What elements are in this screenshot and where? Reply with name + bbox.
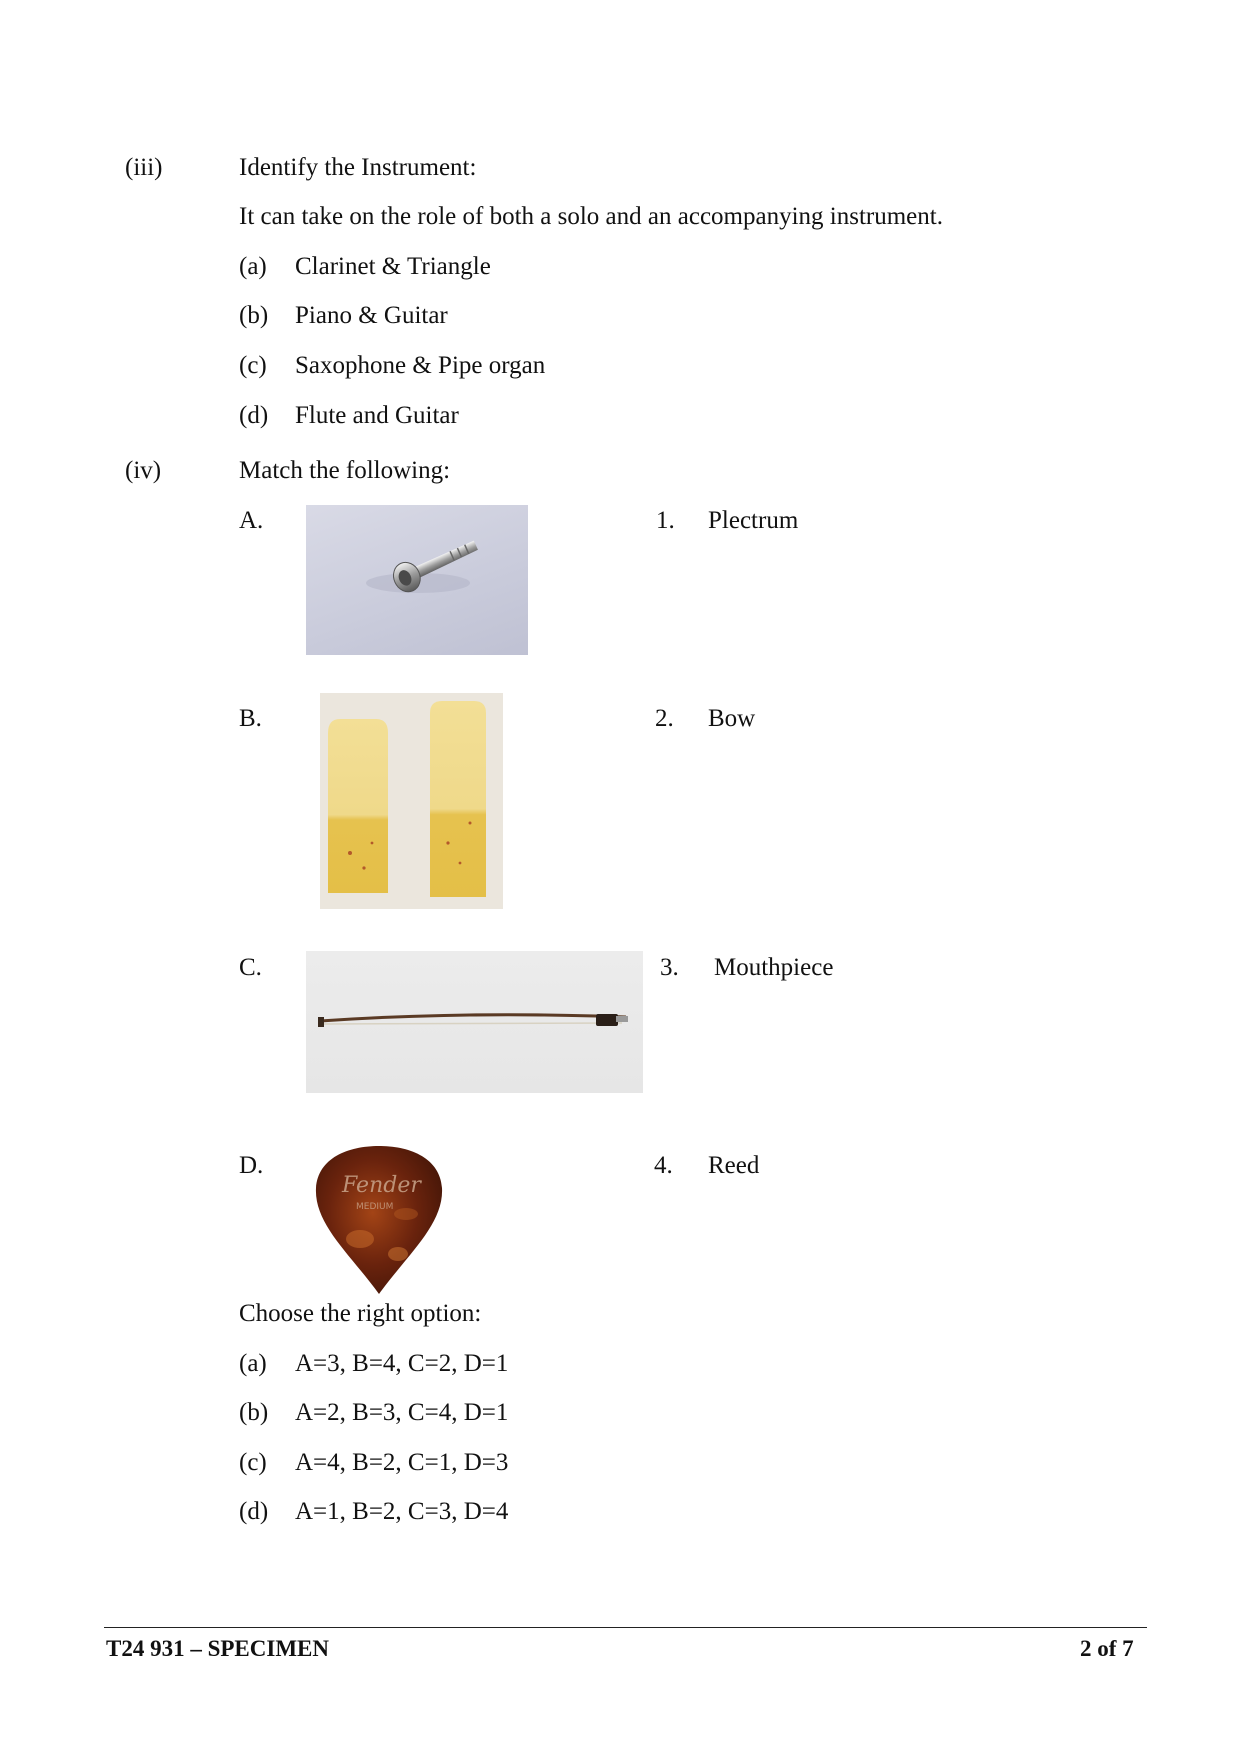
question-number-iii: (iii): [125, 154, 163, 181]
option-text-iv-d: A=1, B=2, C=3, D=4: [295, 1498, 509, 1525]
match-term-num-3: 3.: [660, 954, 679, 981]
match-term-4: Reed: [708, 1152, 760, 1179]
footer-page-number: 2 of 7: [1080, 1636, 1134, 1661]
bow-icon: [306, 951, 643, 1093]
reed-icon: [320, 693, 503, 909]
option-label-iv-a: (a): [239, 1350, 267, 1377]
option-text-iii-c: Saxophone & Pipe organ: [295, 352, 546, 379]
pick-logo-text: Fender: [342, 1173, 421, 1198]
option-label-iii-d: (d): [239, 402, 269, 429]
option-text-iii-d: Flute and Guitar: [295, 402, 459, 429]
footer-paper-code: T24 931 – SPECIMEN: [106, 1636, 329, 1661]
trumpet-mouthpiece-photo: [306, 505, 528, 655]
match-term-num-1: 1.: [656, 507, 675, 534]
option-label-iii-c: (c): [239, 352, 267, 379]
match-letter-b: B.: [239, 705, 262, 732]
option-label-iv-c: (c): [239, 1449, 267, 1476]
question-title-iv: Match the following:: [239, 457, 451, 484]
match-term-3: Mouthpiece: [714, 954, 834, 981]
match-letter-d: D.: [239, 1152, 264, 1179]
match-term-2: Bow: [708, 705, 756, 732]
match-letter-c: C.: [239, 954, 262, 981]
reeds-photo: [320, 693, 503, 909]
violin-bow-photo: [306, 951, 643, 1093]
option-text-iv-b: A=2, B=3, C=4, D=1: [295, 1399, 509, 1426]
pick-logo-subtext: MEDIUM: [356, 1202, 394, 1212]
footer-divider: [104, 1627, 1147, 1628]
option-label-iii-a: (a): [239, 253, 267, 280]
option-text-iii-b: Piano & Guitar: [295, 302, 448, 329]
guitar-pick-icon: [310, 1144, 448, 1296]
option-label-iv-d: (d): [239, 1498, 269, 1525]
match-letter-a: A.: [239, 507, 264, 534]
guitar-pick-photo: [310, 1144, 448, 1296]
trumpet-mouthpiece-icon: [306, 505, 528, 655]
question-number-iv: (iv): [125, 457, 162, 484]
match-term-num-4: 4.: [654, 1152, 673, 1179]
question-stem-iii: It can take on the role of both a solo and an accompanying instrument.: [239, 203, 943, 230]
match-term-1: Plectrum: [708, 507, 799, 534]
question-title-iii: Identify the Instrument:: [239, 154, 477, 181]
option-text-iv-c: A=4, B=2, C=1, D=3: [295, 1449, 509, 1476]
option-label-iii-b: (b): [239, 302, 269, 329]
match-term-num-2: 2.: [655, 705, 674, 732]
option-text-iii-a: Clarinet & Triangle: [295, 253, 491, 280]
choose-prompt: Choose the right option:: [239, 1300, 482, 1327]
option-text-iv-a: A=3, B=4, C=2, D=1: [295, 1350, 509, 1377]
option-label-iv-b: (b): [239, 1399, 269, 1426]
